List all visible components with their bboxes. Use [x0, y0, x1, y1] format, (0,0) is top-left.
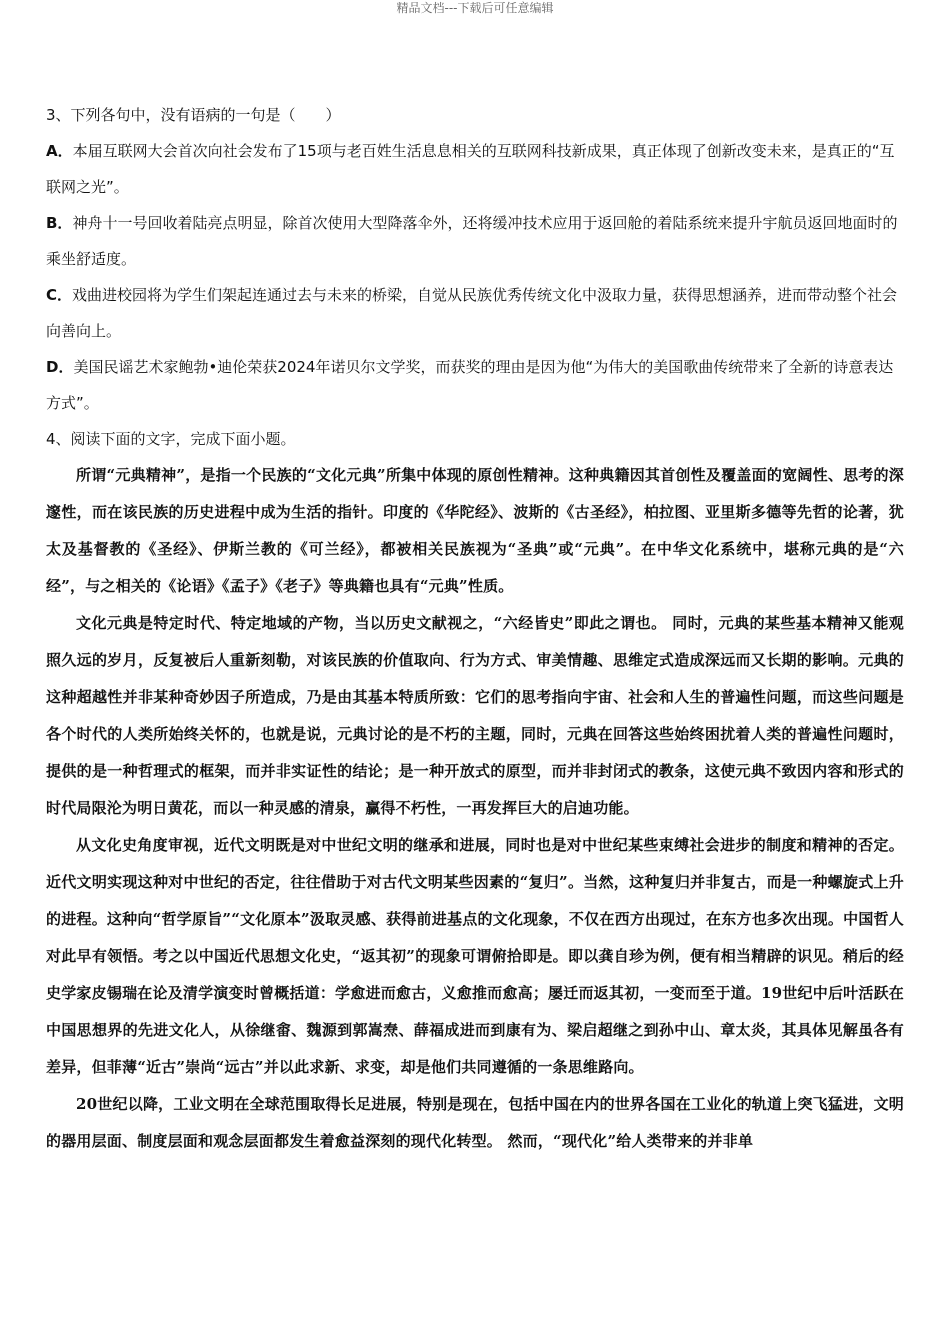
question-3-option-a: [46, 133, 904, 205]
question-3-option-b: [46, 205, 904, 277]
question-4-stem: 4、阅读下面的文字，完成下面小题。: [46, 430, 296, 448]
option-label: B．: [46, 214, 73, 232]
option-text: 本届互联网大会首次向社会发布了15项与老百姓生活息息相关的互联网科技新成果，真正体现了创新改变未来，是真正的“互联网之光”。: [46, 142, 895, 196]
passage-paragraph-2: 文化元典是特定时代、特定地域的产物，当以历史文献视之，“六经皆史”即此之谓也。 同时，元典的某些基本精神又能观照久远的岁月，反复被后人重新刻勒，对该民族的价值取向、行为方式、审美情趣、思维定式造成深远而又长期的影响。元典的这种超越性并非某种奇妙因子所造成，乃是由其基本特质所致：它们的思考指向宇宙、社会和人生的普遍性问题，而这些问题是各个时代的人类所始终关怀的，也就是说，元典讨论的是不朽的主题，同时，元典在回答这些始终困扰着人类的普遍性问题时，提供的是一种哲理式的框架，而并非实证性的结论；是一种开放式的原型，而并非封闭式的教条，这使元典不致因内容和形式的时代局限沦为明日黄花，而以一种灵感的清泉，赢得不朽性，一再发挥巨大的启迪功能。: [46, 614, 904, 817]
passage-paragraph-4: 20世纪以降，工业文明在全球范围取得长足进展，特别是现在，包括中国在内的世界各国在工业化的轨道上突飞猛进，文明的器用层面、制度层面和观念层面都发生着愈益深刻的现代化转型。 然而，“现代化”给人类带来的并非单: [46, 1095, 904, 1150]
passage-paragraph-1: 所谓“元典精神”，是指一个民族的“文化元典”所集中体现的原创性精神。这种典籍因其首创性及覆盖面的宽阔性、思考的深邃性，而在该民族的历史进程中成为生活的指针。印度的《华陀经》、波斯的《古圣经》，柏拉图、亚里斯多德等先哲的论著，犹太及基督教的《圣经》、伊斯兰教的《可兰经》，都被相关民族视为“圣典”或“元典”。在中华文化系统中，堪称元典的是“六经”，与之相关的《论语》《孟子》《老子》等典籍也具有“元典”性质。: [46, 466, 904, 595]
document-body: [46, 97, 904, 1160]
option-text: 神舟十一号回收着陆亮点明显，除首次使用大型降落伞外，还将缓冲技术应用于返回舱的着陆系统来提升宇航员返回地面时的乘坐舒适度。: [46, 214, 898, 268]
option-label: D．: [46, 358, 74, 376]
question-3-option-c: [46, 277, 904, 349]
passage-paragraph-3: 从文化史角度审视，近代文明既是对中世纪文明的继承和进展，同时也是对中世纪某些束缚社会进步的制度和精神的否定。 近代文明实现这种对中世纪的否定，往往借助于对古代文明某些因素的“复归”。当然，这种复归并非复古，而是一种螺旋式上升的进程。这种向“哲学原旨”“文化原本”汲取灵感、获得前进基点的文化现象，不仅在西方出现过，在东方也多次出现。中国哲人对此早有领悟。考之以中国近代思想文化史，“返其初”的现象可谓俯拾即是。即以龚自珍为例，便有相当精辟的识见。稍后的经史学家皮锡瑞在论及清学演变时曾概括道：学愈进而愈古，义愈推而愈高；屡迁而返其初，一变而至于道。19世纪中后叶活跃在中国思想界的先进文化人，从徐继畬、魏源到郭嵩焘、薛福成进而到康有为、梁启超继之到孙中山、章太炎，其具体见解虽各有差异，但菲薄“近古”崇尚“远古”并以此求新、求变，却是他们共同遵循的一条思维路向。: [46, 836, 904, 1076]
option-text: 美国民谣艺术家鲍勃•迪伦荣获2024年诺贝尔文学奖，而获奖的理由是因为他“为伟大的美国歌曲传统带来了全新的诗意表达方式”。: [46, 358, 894, 412]
option-text: 戏曲进校园将为学生们架起连通过去与未来的桥梁，自觉从民族优秀传统文化中汲取力量，获得思想涵养，进而带动整个社会向善向上。: [46, 286, 898, 340]
option-label: A．: [46, 142, 73, 160]
question-3-stem: 3、下列各句中，没有语病的一句是（ ）: [46, 106, 341, 124]
question-3-option-d: [46, 349, 904, 421]
option-label: C．: [46, 286, 73, 304]
page-header: 精品文档---下载后可任意编辑: [396, 1, 554, 15]
